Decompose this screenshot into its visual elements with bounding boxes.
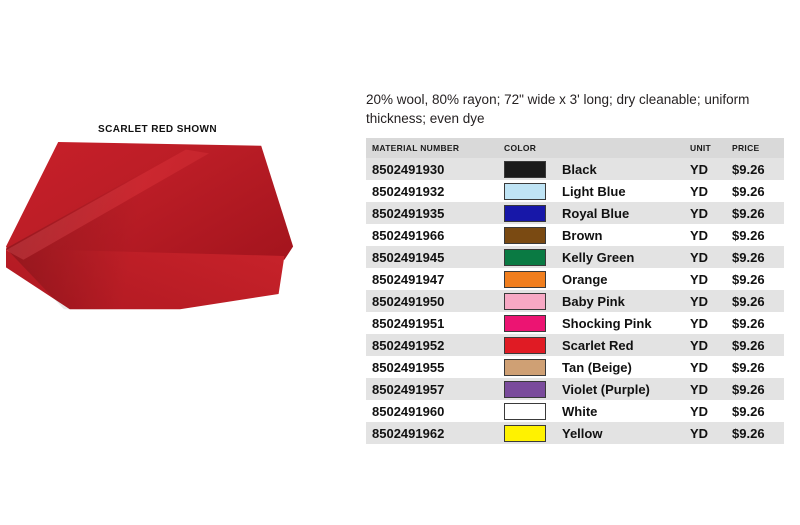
table-row xyxy=(366,246,784,268)
table-row xyxy=(366,224,784,246)
cell-unit: YD xyxy=(684,180,726,202)
cell-unit: YD xyxy=(684,312,726,334)
cell-unit: YD xyxy=(684,158,726,180)
color-swatch xyxy=(504,227,546,244)
cell-color-swatch xyxy=(498,312,556,334)
cell-color-name: Scarlet Red xyxy=(556,334,684,356)
cell-unit: YD xyxy=(684,400,726,422)
cell-color-swatch xyxy=(498,180,556,202)
cell-price: $9.26 xyxy=(726,224,784,246)
table-body xyxy=(366,158,784,444)
color-swatch xyxy=(504,403,546,420)
cell-color-swatch xyxy=(498,202,556,224)
cell-color-swatch xyxy=(498,400,556,422)
table-row xyxy=(366,422,784,444)
column-header-color: COLOR xyxy=(498,138,684,158)
color-swatch xyxy=(504,315,546,332)
cell-material-number: 8502491951 xyxy=(366,312,498,334)
product-description: 20% wool, 80% rayon; 72" wide x 3' long; dry cleanable; uniform thickness; even dye xyxy=(366,92,750,126)
cell-material-number: 8502491947 xyxy=(366,268,498,290)
table-row xyxy=(366,312,784,334)
cell-price: $9.26 xyxy=(726,180,784,202)
cell-material-number: 8502491957 xyxy=(366,378,498,400)
cell-material-number: 8502491952 xyxy=(366,334,498,356)
specification-panel xyxy=(366,0,784,525)
cell-color-name: Royal Blue xyxy=(556,202,684,224)
column-header-price: PRICE xyxy=(726,138,784,158)
cell-price: $9.26 xyxy=(726,158,784,180)
product-image-panel xyxy=(0,0,350,525)
cell-unit: YD xyxy=(684,334,726,356)
cell-color-name: Baby Pink xyxy=(556,290,684,312)
table-row xyxy=(366,158,784,180)
cell-price: $9.26 xyxy=(726,246,784,268)
cell-color-swatch xyxy=(498,246,556,268)
column-header-unit: UNIT xyxy=(684,138,726,158)
cell-price: $9.26 xyxy=(726,290,784,312)
color-swatch xyxy=(504,293,546,310)
cell-price: $9.26 xyxy=(726,202,784,224)
cell-material-number: 8502491935 xyxy=(366,202,498,224)
color-swatch xyxy=(504,425,546,442)
cell-color-name: White xyxy=(556,400,684,422)
product-caption: SCARLET RED SHOWN xyxy=(98,124,218,135)
cell-material-number: 8502491962 xyxy=(366,422,498,444)
table-row xyxy=(366,378,784,400)
cell-price: $9.26 xyxy=(726,422,784,444)
cell-color-swatch xyxy=(498,158,556,180)
cell-color-name: Black xyxy=(556,158,684,180)
cell-unit: YD xyxy=(684,356,726,378)
cell-color-swatch xyxy=(498,290,556,312)
cell-material-number: 8502491955 xyxy=(366,356,498,378)
table-row xyxy=(366,202,784,224)
cell-color-swatch xyxy=(498,224,556,246)
cell-unit: YD xyxy=(684,202,726,224)
cell-color-name: Yellow xyxy=(556,422,684,444)
table-row xyxy=(366,356,784,378)
color-swatch xyxy=(504,337,546,354)
column-header-material-number: MATERIAL NUMBER xyxy=(366,138,498,158)
cell-price: $9.26 xyxy=(726,334,784,356)
table-row xyxy=(366,400,784,422)
table-row xyxy=(366,290,784,312)
cell-color-name: Brown xyxy=(556,224,684,246)
table-header xyxy=(366,138,784,158)
cell-unit: YD xyxy=(684,246,726,268)
color-swatch xyxy=(504,205,546,222)
table-row xyxy=(366,334,784,356)
color-swatch xyxy=(504,359,546,376)
cell-color-swatch xyxy=(498,268,556,290)
cell-price: $9.26 xyxy=(726,268,784,290)
cell-price: $9.26 xyxy=(726,356,784,378)
material-table xyxy=(366,138,784,444)
cell-price: $9.26 xyxy=(726,400,784,422)
cell-unit: YD xyxy=(684,224,726,246)
cell-color-swatch xyxy=(498,378,556,400)
color-swatch xyxy=(504,249,546,266)
cell-color-name: Violet (Purple) xyxy=(556,378,684,400)
cell-unit: YD xyxy=(684,290,726,312)
cell-price: $9.26 xyxy=(726,312,784,334)
cell-price: $9.26 xyxy=(726,378,784,400)
cell-unit: YD xyxy=(684,378,726,400)
fabric-photo xyxy=(0,140,320,355)
cell-unit: YD xyxy=(684,268,726,290)
cell-color-name: Shocking Pink xyxy=(556,312,684,334)
cell-material-number: 8502491932 xyxy=(366,180,498,202)
cell-color-name: Orange xyxy=(556,268,684,290)
cell-unit: YD xyxy=(684,422,726,444)
cell-color-name: Kelly Green xyxy=(556,246,684,268)
cell-color-name: Tan (Beige) xyxy=(556,356,684,378)
color-swatch xyxy=(504,271,546,288)
table-header-row xyxy=(366,138,784,158)
cell-material-number: 8502491950 xyxy=(366,290,498,312)
color-swatch xyxy=(504,381,546,398)
color-swatch xyxy=(504,183,546,200)
cell-material-number: 8502491945 xyxy=(366,246,498,268)
cell-color-swatch xyxy=(498,422,556,444)
cell-material-number: 8502491930 xyxy=(366,158,498,180)
table-row xyxy=(366,180,784,202)
cell-color-swatch xyxy=(498,334,556,356)
color-swatch xyxy=(504,161,546,178)
cell-color-swatch xyxy=(498,356,556,378)
cell-material-number: 8502491966 xyxy=(366,224,498,246)
cell-color-name: Light Blue xyxy=(556,180,684,202)
table-row xyxy=(366,268,784,290)
cell-material-number: 8502491960 xyxy=(366,400,498,422)
